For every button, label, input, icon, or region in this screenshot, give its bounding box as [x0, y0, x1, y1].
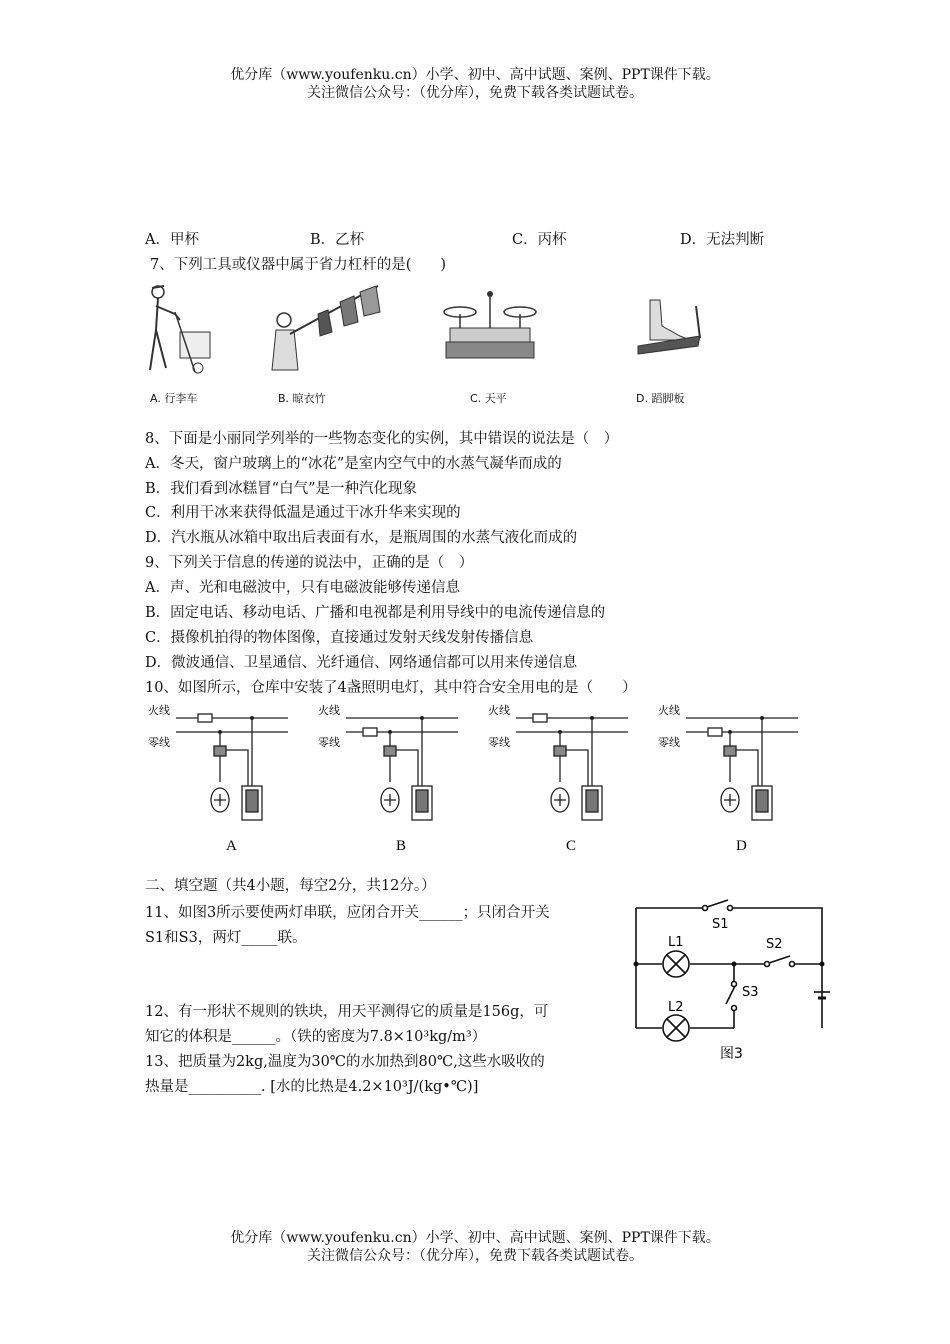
fig3-label-l1: L1: [668, 935, 684, 950]
neutral-wire-label: 零线: [148, 736, 170, 749]
fig3-label-l2: L2: [668, 1000, 684, 1015]
q9-option-a: A．声、光和电磁波中，只有电磁波能够传递信息: [145, 580, 460, 596]
q13-line-1: 13、把质量为2kg,温度为30℃的水加热到80℃,这些水吸收的: [145, 1054, 545, 1070]
q7-caption-c: C. 天平: [470, 392, 507, 405]
q8-option-a: A．冬天，窗户玻璃上的“冰花”是室内空气中的水蒸气凝华而成的: [145, 456, 562, 472]
header-line-1: 优分库（www.youfenku.cn）小学、初中、高中试题、案例、PPT课件下载。: [230, 67, 720, 83]
q11-line-2: S1和S3，两灯_____联。: [145, 930, 307, 946]
footer-line-2: 关注微信公众号：（优分库），免费下载各类试题试卷。: [307, 1248, 643, 1264]
q12-line-1: 12、有一形状不规则的铁块，用天平测得它的质量是156g，可: [145, 1004, 549, 1020]
q8-option-b: B．我们看到冰糕冒“白气”是一种汽化现象: [145, 481, 417, 497]
live-wire-label: 火线: [148, 704, 170, 717]
q9-stem: 9、下列关于信息的传递的说法中，正确的是（ ）: [145, 555, 474, 571]
q10-circuit-b: [318, 700, 458, 860]
q12-line-2: 知它的体积是______。（铁的密度为7.8×10³kg/m³）: [145, 1029, 487, 1045]
circuit-option-label: A: [226, 838, 237, 854]
fig3-label-s2: S2: [766, 937, 783, 952]
q6-option-d: D．无法判断: [680, 232, 765, 248]
pedal-figure: [630, 296, 705, 361]
fig3-label-s1: S1: [712, 917, 729, 932]
q8-option-c: C．利用干冰来获得低温是通过干冰升华来实现的: [145, 505, 461, 521]
clothes-pole-figure: [268, 282, 388, 377]
q9-option-d: D．微波通信、卫星通信、光纤通信、网络通信都可以用来传递信息: [145, 655, 578, 671]
fig3-label-s3: S3: [742, 985, 759, 1000]
q11-line-1: 11、如图3所示要使两灯串联，应闭合开关______；只闭合开关: [145, 905, 550, 921]
neutral-wire-label: 零线: [488, 736, 510, 749]
neutral-wire-label: 零线: [318, 736, 340, 749]
live-wire-label: 火线: [658, 704, 680, 717]
section2-title: 二、填空题（共4小题，每空2分，共12分。）: [145, 878, 436, 894]
q10-circuit-c: [488, 700, 628, 860]
header-line-2: 关注微信公众号：（优分库），免费下载各类试题试卷。: [307, 85, 643, 101]
q6-option-a: A．甲杯: [145, 232, 199, 248]
circuit-option-label: B: [396, 838, 407, 854]
q10-circuit-a: [148, 700, 288, 860]
footer-line-1: 优分库（www.youfenku.cn）小学、初中、高中试题、案例、PPT课件下载。: [230, 1230, 720, 1246]
balance-scale-figure: [440, 288, 540, 368]
figure-3-circuit: [630, 898, 835, 1068]
q7-caption-a: A. 行李车: [150, 392, 198, 405]
q8-stem: 8、下面是小丽同学列举的一些物态变化的实例，其中错误的说法是（ ）: [145, 431, 619, 447]
q10-stem: 10、如图所示，仓库中安装了4盏照明电灯，其中符合安全用电的是（ ）: [145, 680, 637, 696]
live-wire-label: 火线: [318, 704, 340, 717]
fig3-caption: 图3: [720, 1046, 743, 1062]
q8-option-d: D．汽水瓶从冰箱中取出后表面有水，是瓶周围的水蒸气液化而成的: [145, 530, 578, 546]
circuit-option-label: D: [736, 838, 747, 854]
q7-stem: 7、下列工具或仪器中属于省力杠杆的是( ): [150, 257, 447, 273]
circuit-option-label: C: [566, 838, 577, 854]
q6-option-c: C．丙杯: [512, 232, 567, 248]
q10-circuit-d: [658, 700, 798, 860]
q6-option-b: B．乙杯: [310, 232, 365, 248]
neutral-wire-label: 零线: [658, 736, 680, 749]
q9-option-b: B．固定电话、移动电话、广播和电视都是利用导线中的电流传递信息的: [145, 605, 606, 621]
q7-caption-b: B. 晾衣竹: [278, 392, 326, 405]
live-wire-label: 火线: [488, 704, 510, 717]
q13-line-2: 热量是__________. [水的比热是4.2×10³J/(kg•℃)]: [145, 1079, 479, 1095]
q7-caption-d: D. 蹈脚板: [636, 392, 685, 405]
luggage-cart-figure: [140, 280, 230, 380]
q9-option-c: C．摄像机拍得的物体图像，直接通过发射天线发射传播信息: [145, 630, 534, 646]
